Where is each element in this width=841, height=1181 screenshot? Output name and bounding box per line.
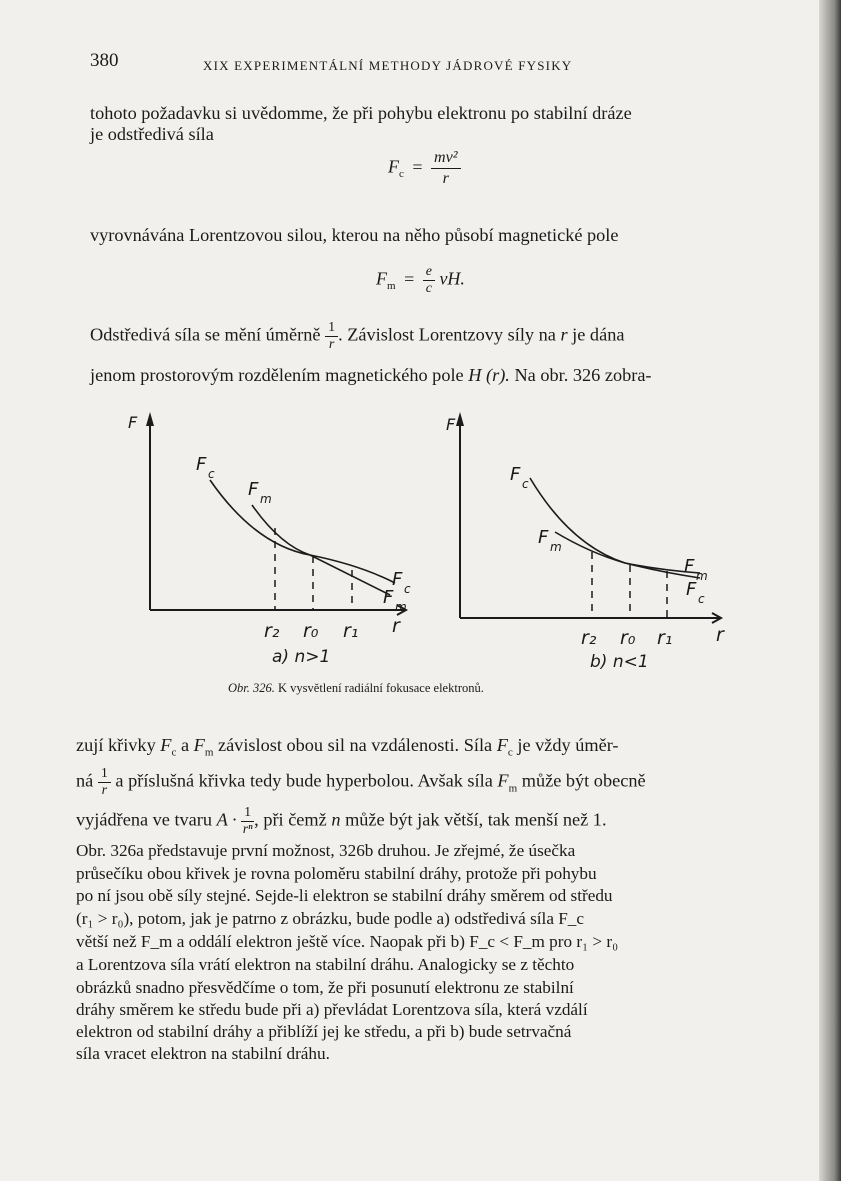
p2-line1: vyrovnávána Lorentzovou silou, kterou na něho působí magnetické pole	[90, 225, 619, 245]
p5-line-0: Obr. 326a představuje první možnost, 326b druhou. Je zřejmé, že úsečka	[76, 841, 576, 860]
p3-frac-den: r	[328, 337, 335, 352]
p4-fm-sub: m	[204, 746, 214, 759]
p5-line-3: (r₁ > r₀), potom, jak je patrno z obrázku, bude podle a) odstředivá síla F_c	[76, 909, 585, 928]
eq2-denominator: c	[425, 281, 432, 296]
plot-b-right-fc-sub: c	[698, 592, 705, 606]
p3-line2-H: H (r).	[468, 365, 510, 385]
p5-line-5: a Lorentzova síla vrátí elektron na stabilní dráhu. Analogicky se z těchto	[76, 955, 575, 974]
p4-line1-b: a	[180, 735, 190, 755]
plot-a-x-label: r	[392, 615, 400, 637]
plot-b-right-fm-label: F	[684, 556, 695, 577]
plot-a-curve-fc	[210, 480, 395, 583]
plot-b-curve-fm	[555, 532, 700, 573]
eq1-lhs: F	[388, 156, 399, 177]
plot-b-y-label: F	[446, 415, 456, 434]
p4-line3	[76, 805, 607, 838]
plot-b-y-arrow	[456, 412, 464, 426]
p5-line-1: průsečíku obou křivek je rovna poloměru stabilní dráhy, protože při pohybu	[76, 864, 597, 883]
eq2-lhs-sub: m	[387, 280, 396, 293]
plot-b-right-fm-sub: m	[696, 569, 708, 583]
plot-b-curve-fc	[530, 478, 700, 578]
p4-line2-c: může být obecně	[521, 770, 646, 791]
plot-a-sublabel: a) n>1	[272, 647, 331, 667]
eq1-lhs-sub: c	[399, 168, 404, 181]
p4-line3-c: může být jak větší, tak menší než 1.	[345, 809, 607, 830]
p4-line2-fm-sub: m	[508, 782, 518, 795]
p4-line1-c: závislost obou sil na vzdálenosti. Síla	[217, 735, 493, 755]
p4-line2-b: a příslušná křivka tedy bude hyperbolou. Avšak síla	[115, 770, 493, 791]
p4-fc: F	[160, 735, 172, 755]
p3-line1-r: r	[560, 324, 568, 345]
plot-b-tick-r0: r₀	[620, 627, 636, 649]
p4-line3-a: vyjádřena ve tvaru	[76, 809, 213, 830]
plot-b-fm-sub: m	[550, 540, 562, 554]
p1-line2: je odstředivá síla	[90, 124, 214, 144]
plot-a-tick-r1: r₁	[343, 620, 359, 642]
eq1-numerator: mv²	[431, 148, 460, 169]
p3-line1-a: Odstředivá síla se mění úměrně	[90, 324, 321, 345]
caption-text: K vysvětlení radiální fokusace elektronů.	[278, 681, 484, 695]
p4-line1-a: zují křivky	[76, 735, 156, 755]
equation-lorentz: $F_m$ = $\frac{e}{c}$ vH.	[376, 264, 465, 296]
plot-b-tick-r1: r₁	[657, 627, 673, 649]
plot-b	[456, 412, 721, 623]
plot-b-tick-r2: r₂	[581, 627, 597, 649]
p3-line1-c: je dána	[572, 324, 625, 345]
equation-centrifugal: $F_c$ = $\frac{\text{mv²}}{r}$	[388, 148, 461, 189]
plot-b-fm-label: F	[538, 527, 549, 548]
p4-line1	[76, 735, 619, 763]
plot-a-fc-label: F	[196, 454, 207, 475]
plot-a-tick-r0: r₀	[303, 620, 319, 642]
plot-b-right-fc-label: F	[686, 579, 697, 600]
eq2-lhs: F	[376, 268, 387, 289]
p4-line3-n: n	[331, 809, 341, 830]
plot-a-fm-sub: m	[260, 492, 272, 506]
eq1-denominator: r	[442, 170, 449, 187]
plot-a-fc-sub: c	[208, 467, 215, 481]
p4-frac-den: r	[101, 783, 108, 798]
plot-a-y-label: F	[128, 413, 138, 432]
running-title: XIX EXPERIMENTÁLNÍ METHODY JÁDROVÉ FYSIKY	[203, 58, 573, 73]
p5-line-4: větší než F_m a oddálí elektron ještě více. Naopak při b) F_c < F_m pro r₁ > r₀	[76, 932, 619, 951]
p4-frac2-num: 1	[241, 805, 254, 822]
plot-b-fc-sub: c	[522, 477, 529, 491]
p5-line-9: síla vracet elektron na stabilní dráhu.	[76, 1044, 330, 1063]
p3-line1-b: . Závislost Lorentzovy síly na	[338, 324, 556, 345]
p5-line-8: elektron od stabilní dráhy a přiblíží jej ke středu, a při b) bude setrvačná	[76, 1022, 572, 1041]
p3-line2-b: Na obr. 326 zobra-	[514, 365, 652, 385]
p5-line-6: obrázků snadno přesvědčíme o tom, že při posunutí elektronu ze stabilní	[76, 978, 574, 997]
p5-line-2: po ní jsou obě síly stejné. Sejde-li elektron se stabilní dráhy směrem od středu	[76, 886, 613, 905]
plot-a-right-fm-sub: m	[395, 600, 407, 614]
plot-a-right-fc-label: F	[392, 569, 403, 590]
p4-fc2-sub: c	[507, 746, 513, 759]
p4-line2-a: ná	[76, 770, 94, 791]
p4-fc2: F	[496, 735, 508, 755]
plot-a-fm-label: F	[248, 479, 259, 500]
p3-frac-num: 1	[325, 320, 338, 337]
p4-fc-sub: c	[171, 746, 177, 759]
p4-line2	[76, 766, 646, 799]
caption-label: Obr. 326.	[228, 681, 275, 695]
p1-line1: tohoto požadavku si uvědomme, že při pohybu elektronu po stabilní dráze	[90, 103, 632, 123]
page-number: 380	[90, 50, 119, 71]
p4-line3-A: A ·	[216, 809, 237, 830]
eq2-numerator: e	[423, 264, 435, 281]
plot-b-fc-label: F	[510, 464, 521, 485]
plot-a	[146, 412, 406, 615]
p4-frac-num: 1	[98, 766, 111, 783]
plot-a-tick-r2: r₂	[264, 620, 280, 642]
figure-caption	[228, 681, 484, 696]
plot-a-right-fm-label: F	[383, 587, 394, 608]
plot-a-curve-fm	[252, 505, 390, 595]
plot-b-x-label: r	[716, 624, 724, 646]
p3-line2-a: jenom prostorovým rozdělením magnetického pole	[90, 365, 464, 385]
p4-line3-b: , při čemž	[254, 809, 327, 830]
p4-fm: F	[193, 735, 205, 755]
p4-line1-d: je vždy úměr-	[517, 735, 619, 755]
p4-frac2-den: rⁿ	[242, 822, 253, 837]
p5-line-7: dráhy směrem ke středu bude při a) převládat Lorentzova síla, která vzdálí	[76, 1000, 588, 1019]
plot-a-right-fc-sub: c	[404, 582, 411, 596]
plot-a-y-arrow	[146, 412, 154, 426]
p4-line2-fm: F	[497, 770, 509, 791]
eq2-rest: vH.	[439, 268, 465, 289]
plot-b-sublabel: b) n<1	[590, 652, 649, 672]
